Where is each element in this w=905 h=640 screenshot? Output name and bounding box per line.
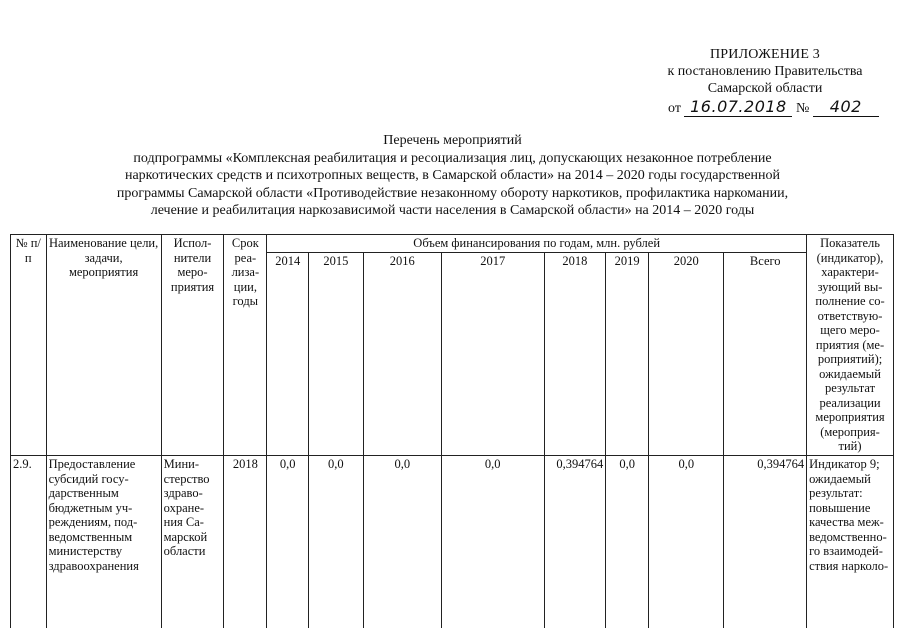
handwritten-number: 402: [813, 97, 879, 117]
col-header-year: 2020: [649, 252, 724, 456]
row-value-2018: 0,394764: [544, 456, 606, 629]
col-header-year: 2018: [544, 252, 606, 456]
col-header-year: 2015: [309, 252, 363, 456]
col-header-executors: Испол-нители меро-приятия: [161, 235, 224, 456]
col-header-year: 2017: [441, 252, 544, 456]
title-line-1: Перечень мероприятий: [383, 133, 522, 148]
row-value-2014: 0,0: [267, 456, 309, 629]
activities-table: [10, 234, 894, 628]
appendix-header: [640, 46, 890, 97]
table-row: [11, 456, 894, 629]
row-value-2015: 0,0: [309, 456, 363, 629]
from-label: от: [668, 101, 681, 116]
row-value-2019: 0,0: [606, 456, 649, 629]
col-header-term: Срок реа-лиза-ции, годы: [224, 235, 267, 456]
number-label: №: [795, 101, 810, 116]
col-header-year: 2019: [606, 252, 649, 456]
col-header-indicator: Показатель (индикатор), характери-зующий вы-полнение со-ответствую-щего меро-приятия (ме-роприятий); ожидаемый результат реализации мероприятия (мероприя-тий): [807, 235, 894, 456]
title-line-2: подпрограммы «Комплексная реабилитация и ресоциализация лиц, допускающих незаконное потребление: [133, 150, 772, 166]
row-executor: Мини-стерство здраво-охране-ния Са-марской области: [161, 456, 224, 629]
row-num: 2.9.: [11, 456, 47, 629]
col-header-name: Наименование цели, задачи, мероприятия: [46, 235, 161, 456]
row-value-2017: 0,0: [441, 456, 544, 629]
handwritten-date: 16.07.2018: [684, 97, 792, 117]
col-header-total: Всего: [724, 252, 807, 456]
title-line-3: наркотических средств и психотропных веществ, в Самарской области» на 2014 – 2020 годы государственной: [124, 168, 781, 183]
document-title: [40, 132, 865, 220]
row-value-2016: 0,0: [363, 456, 441, 629]
appendix-line-1: к постановлению Правительства: [667, 64, 863, 79]
appendix-title: ПРИЛОЖЕНИЕ 3: [709, 47, 821, 62]
row-indicator: Индикатор 9; ожидаемый результат: повышение качества меж-ведомственно-го взаимодей-ствия нарколо-: [807, 456, 894, 629]
appendix-line-2: Самарской области: [707, 81, 823, 96]
col-header-funding: Объем финансирования по годам, млн. рублей: [267, 235, 807, 253]
row-term: 2018: [224, 456, 267, 629]
title-line-4: программы Самарской области «Противодействие незаконному обороту наркотиков, профилактика наркомании,: [116, 185, 789, 201]
row-value-total: 0,394764: [724, 456, 807, 629]
col-header-year: 2014: [267, 252, 309, 456]
title-line-5: лечение и реабилитация наркозависимой части населения в Самарской области» на 2014 – 2020 годы: [150, 203, 755, 218]
col-header-num: № п/п: [11, 235, 47, 456]
col-header-year: 2016: [363, 252, 441, 456]
header-row-1: [11, 235, 894, 253]
decree-reference: [668, 97, 898, 117]
row-value-2020: 0,0: [649, 456, 724, 629]
row-name: Предоставление субсидий госу-дарственным бюджетным уч-реждениям, под-ведомственным министерству здравоохранения: [46, 456, 161, 629]
